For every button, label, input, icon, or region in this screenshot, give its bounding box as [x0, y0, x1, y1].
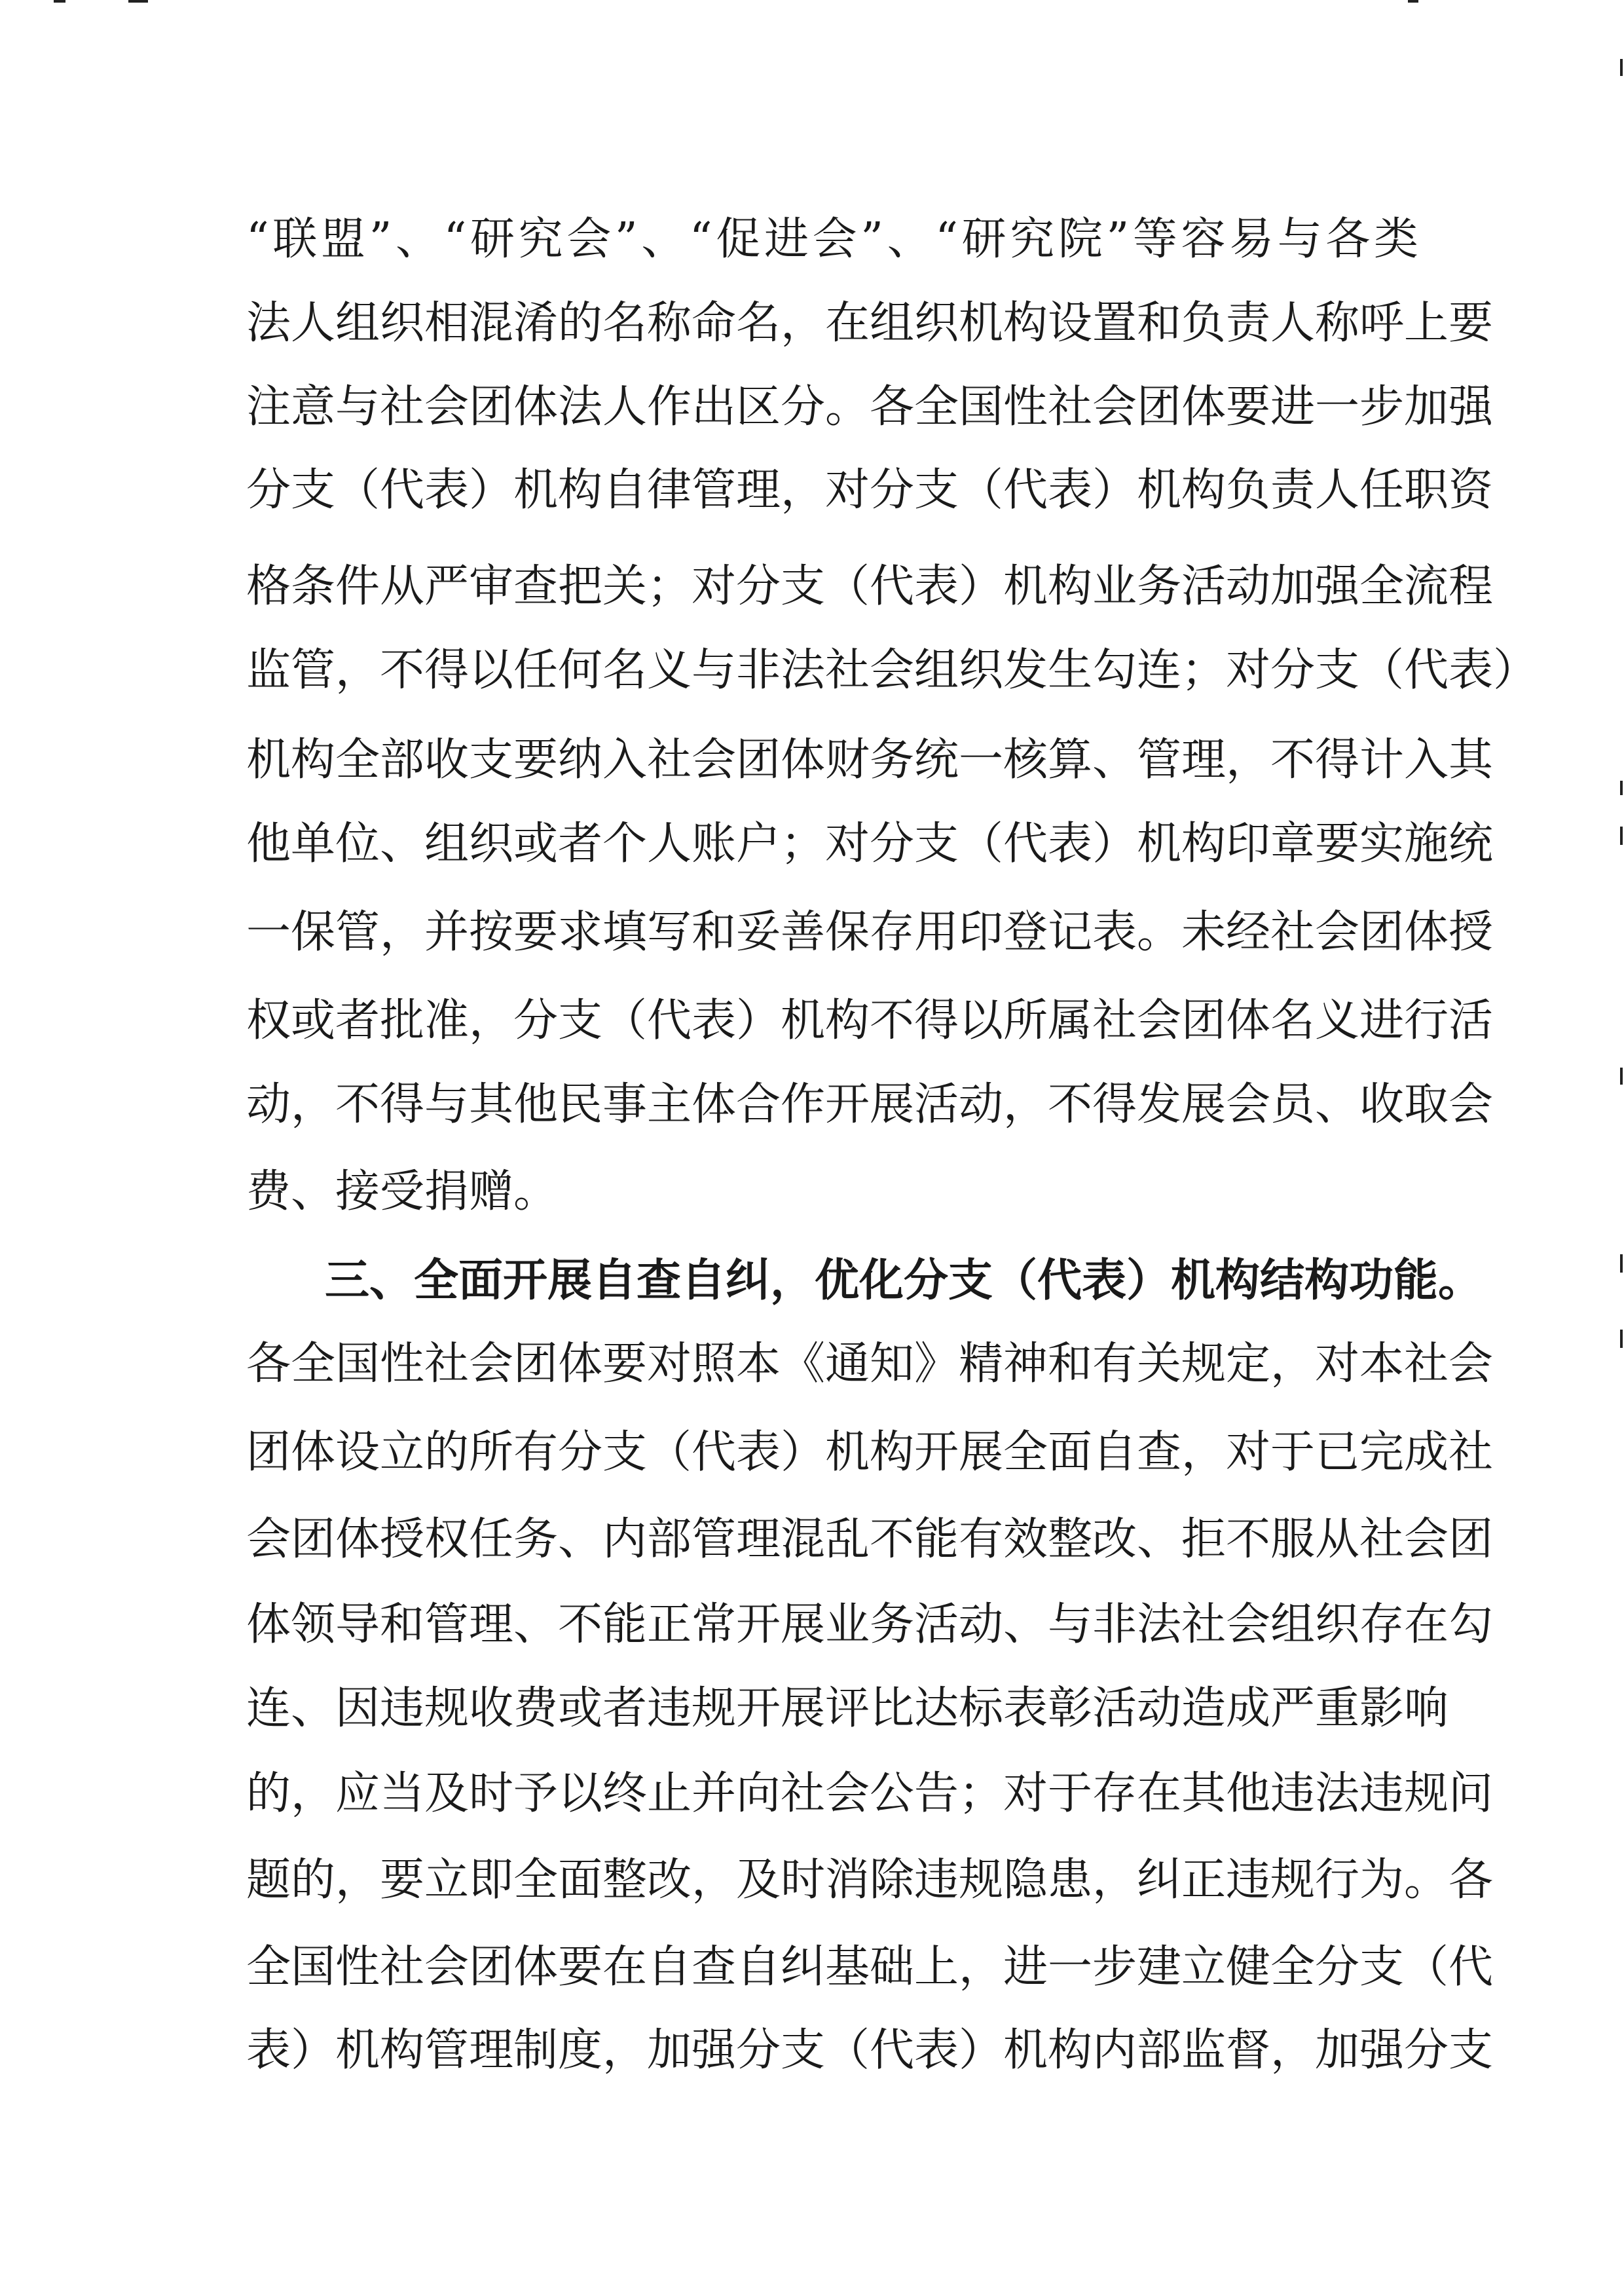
text-line: 会团体授权任务、内部管理混乱不能有效整改、拒不服从社会团: [246, 1514, 1494, 1565]
text-line: 体领导和管理、不能正常开展业务活动、与非法社会组织存在勾: [246, 1599, 1494, 1651]
scan-mark: [1620, 1330, 1623, 1348]
text-line: 各全国性社会团体要对照本《通知》精神和有关规定，对本社会: [246, 1338, 1494, 1390]
text-line: 分支（代表）机构自律管理，对分支（代表）机构负责人任职资: [246, 464, 1494, 516]
text-line: 表）机构管理制度，加强分支（代表）机构内部监督，加强分支: [246, 2024, 1494, 2076]
text-line: 全国性社会团体要在自查自纠基础上，进一步建立健全分支（代: [246, 1941, 1494, 1993]
scan-mark: [1620, 59, 1623, 76]
text-line: 题的，要立即全面整改，及时消除违规隐患，纠正违规行为。各: [246, 1854, 1494, 1906]
scan-mark: [54, 0, 65, 3]
text-line: 团体设立的所有分支（代表）机构开展全面自查，对于已完成社: [246, 1427, 1494, 1478]
scan-mark: [1620, 1068, 1623, 1085]
text-line: “联盟”、“研究会”、“促进会”、“研究院”等容易与各类: [246, 214, 1418, 265]
text-line: 权或者批准，分支（代表）机构不得以所属社会团体名义进行活: [246, 995, 1494, 1047]
text-line: 注意与社会团体法人作出区分。各全国性社会团体要进一步加强: [246, 381, 1494, 433]
text-line: 连、因违规收费或者违规开展评比达标表彰活动造成严重影响: [246, 1683, 1449, 1734]
scan-mark: [128, 0, 148, 3]
text-line: 格条件从严审查把关；对分支（代表）机构业务活动加强全流程: [246, 561, 1494, 612]
scan-mark: [1620, 781, 1623, 795]
text-line: 费、接受捐赠。: [246, 1166, 559, 1218]
text-line: 他单位、组织或者个人账户；对分支（代表）机构印章要实施统: [246, 818, 1494, 870]
section-heading: 三、全面开展自查自纠，优化分支（代表）机构结构功能。: [325, 1254, 1483, 1307]
scan-mark: [1408, 0, 1418, 3]
text-line: 机构全部收支要纳入社会团体财务统一核算、管理，不得计入其: [246, 734, 1494, 786]
scan-mark: [1620, 827, 1623, 845]
text-line: 的，应当及时予以终止并向社会公告；对于存在其他违法违规问: [246, 1768, 1494, 1819]
text-line: 动，不得与其他民事主体合作开展活动，不得发展会员、收取会: [246, 1079, 1494, 1130]
scan-mark: [1620, 1254, 1623, 1273]
text-line: 监管，不得以任何名义与非法社会组织发生勾连；对分支（代表）: [246, 644, 1538, 696]
text-line: 一保管，并按要求填写和妥善保存用印登记表。未经社会团体授: [246, 906, 1494, 958]
text-line: 法人组织相混淆的名称命名，在组织机构设置和负责人称呼上要: [246, 297, 1494, 349]
